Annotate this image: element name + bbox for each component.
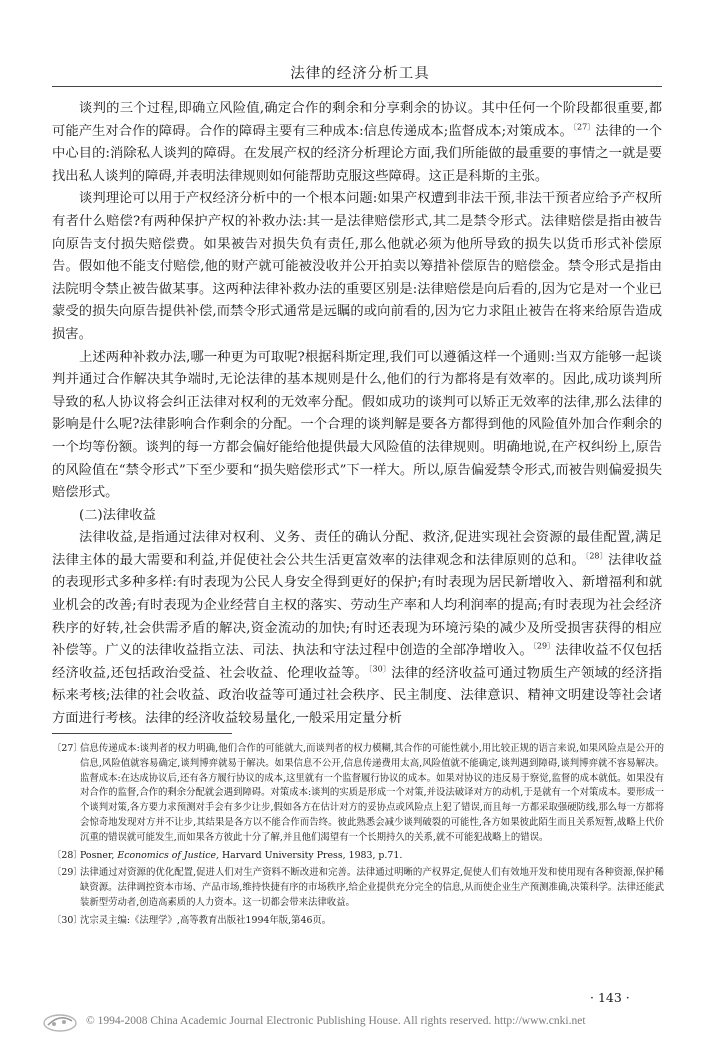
paragraph-3: 上述两种补救办法,哪一种更为可取呢?根据科斯定理,我们可以遵循这样一个通则:当双方能够一起谈判并通过合作解决其争端时,无论法律的基本规则是什么,他们的行为都将是有效率的。因此,成功谈判所导致的私人协议将会纠正法律对权利的无效率分配。假如成功的谈判可以矫正无效率的法律,那么法律的影响是什么呢?法律影响合作剩余的分配。一个合理的谈判解是要各方都得到他的风险值外加合作剩余的一个均等份额。谈判的每一方都会偏好能给他提供最大风险值的法律规则。明确地说,在产权纠纷上,原告的风险值在“禁令形式”下至少要和“损失赔偿形式”下一样大。所以,原告偏爱禁令形式,而被告则偏爱损失赔偿形式。: [52, 349, 662, 501]
footnote-ref-27[interactable]: 〔27〕: [572, 122, 596, 132]
cnki-logo-icon: [42, 1011, 78, 1033]
footnote-rule: [52, 733, 232, 734]
footnote-ref-30[interactable]: 〔30〕: [368, 664, 392, 674]
page-number: · 143 ·: [590, 990, 630, 1005]
paragraph-1: 谈判的三个过程,即确立风险值,确定合作的剩余和分享剩余的协议。其中任何一个阶段都很重要,都可能产生对合作的障碍。合作的障碍主要有三种成本:信息传递成本;监督成本;对策成本。$^{〔27〕}$法律的一个中心目的:消除私人谈判的障碍。在发展产权的经济分析理论方面,我们所能做的最重要的事情之一就是要找出私人谈判的障碍,并表明法律规则如何能帮助克服这些障碍。这正是科斯的主张。: [52, 101, 662, 184]
paragraph-2: 谈判理论可以用于产权经济分析中的一个根本问题:如果产权遭到非法干预,非法干预者应给予产权所有者什么赔偿?有两种保护产权的补救办法:其一是法律赔偿形式,其二是禁令形式。法律赔偿是指由被告向原告支付损失赔偿费。如果被告对损失负有责任,那么他就必须为他所导致的损失以货币形式补偿原告。假如他不能支付赔偿,他的财产就可能被没收并公开拍卖以筹措补偿原告的赔偿金。禁令形式是指由法院明令禁止被告做某事。这两种法律补救办法的重要区别是:法律赔偿是向后看的,因为它是对一个业已蒙受的损失向原告提供补偿,而禁令形式通常是远瞩的或向前看的,因为它力求阻止被告在将来给原告造成损害。: [52, 191, 662, 342]
body-text: [52, 98, 662, 731]
section-heading: (二)法律收益: [79, 507, 156, 523]
copyright-footer: © 1994-2008 China Academic Journal Electronic Publishing House. All rights reserved. http://www.cnki.net: [86, 1015, 586, 1027]
running-head: 法律的经济分析工具: [290, 66, 430, 82]
footnote-28: 〔28〕 Posner, Economics of Justice, Harvard University Press, 1983, p.71.: [52, 849, 403, 861]
footnote-27: 〔27〕 信息传递成本:谈判者的权力明确,他们合作的可能就大,而谈判者的权力模糊,其合作的可能性就小,用比较正规的语言来说,如果风险点是公开的信息,风险值就容易确定,谈判博弈就易于解决。如果信息不公开,信息传递费用太高,风险值就不能确定,谈判遇到障碍,谈判博弈就不容易解决。监督成本:在达成协议后,还有各方履行协议的成本,这里就有一个监督履行协议的成本。如果对协议的违反易于察觉,监督的成本就低。如果没有对合作的监督,合作的剩余分配就会遇到障碍。对策成本:谈判的实质是形成一个对策,并设法破译对方的动机,于是就有一个对策成本。要形成一个谈判对策,各方要力求预测对手会有多少让步,假如各方在估计对方的妥协点或风险点上犯了错误,而且每一方都采取强硬防线,那么每一方都将会惊奇地发现对方并不让步,其结果是各方以不能合作而告终。彼此熟悉会减少谈判破裂的可能性,各方如果彼此陌生而且关系短暂,战略上代价沉重的错误就可能发生,而如果各方彼此十分了解,并且他们渴望有一个长期持久的关系,就不可能犯战略上的错误。: [52, 743, 664, 843]
footnote-30: 〔30〕 沈宗灵主编:《法理学》,高等教育出版社1994年版,第46页。: [52, 914, 332, 926]
header-rule: [52, 86, 662, 87]
footnotes: [52, 742, 664, 932]
footnote-ref-29[interactable]: 〔29〕: [532, 641, 556, 651]
paragraph-4: 法律收益,是指通过法律对权利、义务、责任的确认分配、救济,促进实现社会资源的最佳配置,满足法律主体的最大需要和利益,并促使社会公共生活更富效率的法律观念和法律原则的总和。$^{〔28〕}$法律收益的表现形式多种多样:有时表现为公民人身安全得到更好的保护;有时表现为居民新增收入、新增福利和就业机会的改善;有时表现为企业经营自主权的落实、劳动生产率和人均利润率的提高;有时表现为社会经济秩序的好转,社会供需矛盾的解决,资金流动的加快;有时还表现为环境污染的减少及所受损害获得的相应补偿等。广义的法律收益指立法、司法、执法和守法过程中创造的全部净增收入。$^{〔29〕}$法律收益不仅包括经济收益,还包括政治受益、社会收益、伦理收益等。$^{〔30〕}$法律的经济收益可通过物质生产领域的经济指标来考核;法律的社会收益、政治收益等可通过社会秩序、民主制度、法律意识、精神文明建设等社会诸方面进行考核。法律的经济收益较易量化,一般采用定量分析: [52, 530, 663, 727]
footnote-29: 〔29〕 法律通过对资源的优化配置,促进人们对生产资料不断改进和完善。法律通过明晰的产权界定,促使人们有效地开发和使用现有各种资源,保护稀缺资源。法律调控资本市场、产品市场,维持快捷有序的市场秩序,给企业提供充分完全的信息,从而使企业生产预测准确,决策科学。法律还能武装新型劳动者,创造高素质的人力资本。这一切都会带来法律收益。: [52, 867, 664, 908]
footnote-ref-28[interactable]: 〔28〕: [585, 551, 609, 561]
